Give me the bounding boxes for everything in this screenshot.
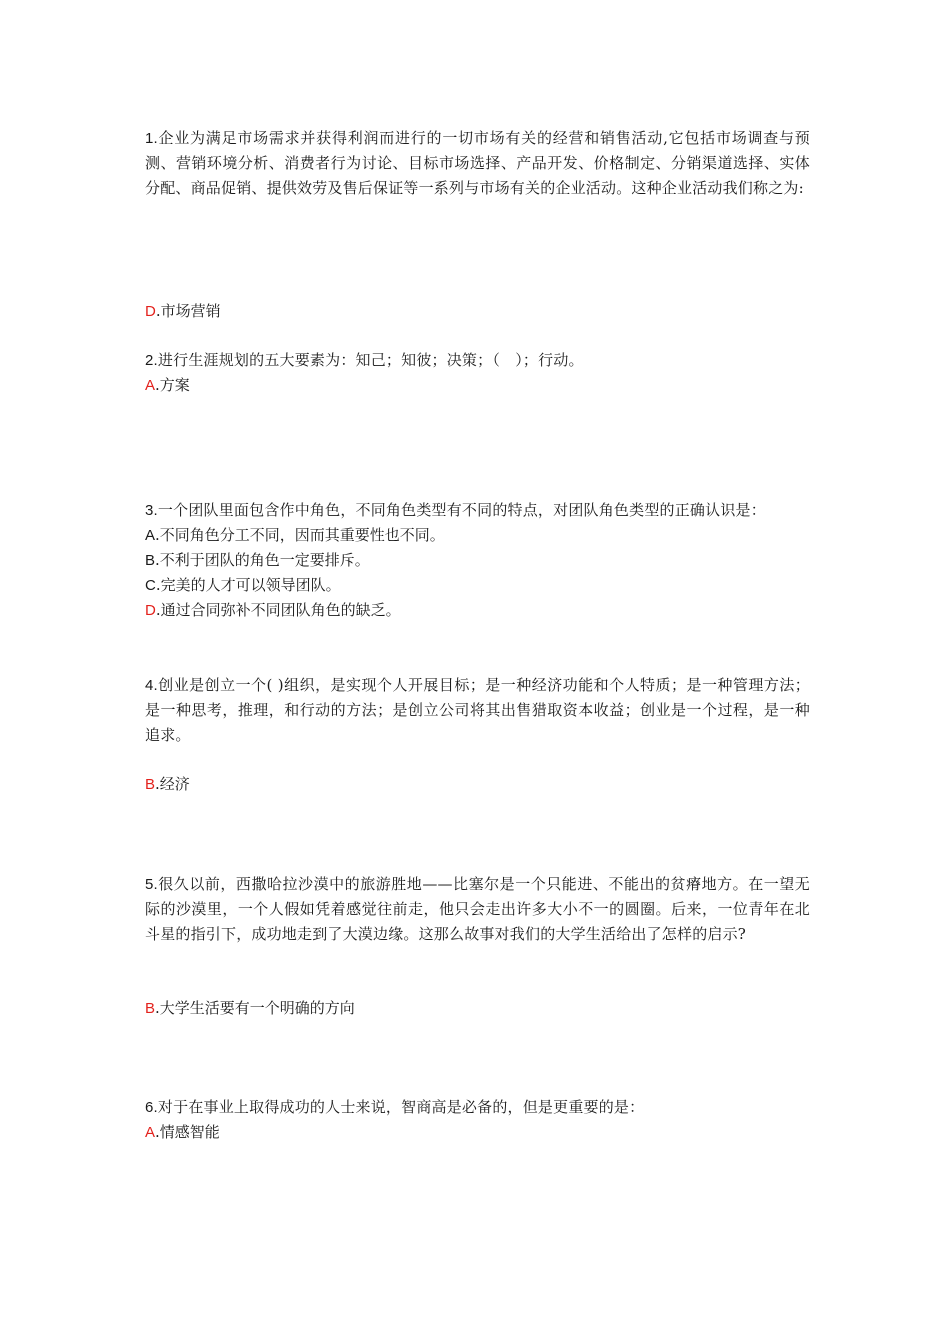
question-text: 3.一个团队里面包含作中角色，不同角色类型有不同的特点，对团队角色类型的正确认识是： [145,501,766,519]
answer-option [145,598,810,623]
answer-option [145,548,810,573]
question-text: 4.创业是创立一个( )组织，是实现个人开展目标；是一种经济功能和个人特质；是一种管理方法；是一种思考，推理，和行动的方法；是创立公司将其出售猎取资本收益；创业是一个过程，是一种追求。 [145,676,810,744]
question-5 [145,872,810,947]
question-text: 5.很久以前，西撒哈拉沙漠中的旅游胜地——比塞尔是一个只能进、不能出的贫瘠地方。在一望无际的沙漠里，一个人假如凭着感觉往前走，他只会走出许多大小不一的圆圈。后来，一位青年在北斗星的指引下，成功地走到了大漠边缘。这那么故事对我们的大学生活给出了怎样的启示? [145,875,810,943]
option-text: .经济 [155,775,190,793]
question-text: 6.对于在事业上取得成功的人士来说，智商高是必备的，但是更重要的是： [145,1098,645,1116]
question-text: 2.进行生涯规划的五大要素为：知己；知彼；决策；（ ）；行动。 [145,351,584,369]
option-text: .情感智能 [155,1123,220,1141]
option-text: .市场营销 [155,302,221,320]
option-letter: B [145,776,156,793]
answer-option [145,523,810,548]
answer-option [145,573,810,598]
question-6 [145,1095,810,1145]
option-letter: A [145,527,156,544]
option-letter: B [145,552,156,569]
option-text: .完美的人才可以领导团队。 [155,576,341,594]
question-text: 1.企业为满足市场需求并获得利润而进行的一切市场有关的经营和销售活动,它包括市场调查与预测、营销环境分析、消费者行为讨论、目标市场选择、产品开发、价格制定、分销渠道选择、实体分配、商品促销、提供效劳及售后保证等一系列与市场有关的企业活动。这种企业活动我们称之为: [145,129,810,197]
option-text: .不利于团队的角色一定要排斥。 [155,551,370,569]
answer-option [145,772,190,797]
answer-option [145,1120,810,1145]
question-1 [145,126,810,201]
answer-option [145,299,221,324]
option-letter: D [145,602,156,619]
option-letter: C [145,577,156,594]
question-2 [145,348,810,398]
option-text: .方案 [155,376,190,394]
option-letter: A [145,1124,156,1141]
option-text: .通过合同弥补不同团队角色的缺乏。 [155,601,401,619]
option-letter: B [145,1000,156,1017]
answer-option [145,373,810,398]
question-3 [145,498,810,623]
option-letter: D [145,303,156,320]
option-text: .大学生活要有一个明确的方向 [155,999,355,1017]
answer-option [145,996,355,1021]
option-text: .不同角色分工不同，因而其重要性也不同。 [155,526,445,544]
question-4 [145,673,810,748]
option-letter: A [145,377,156,394]
